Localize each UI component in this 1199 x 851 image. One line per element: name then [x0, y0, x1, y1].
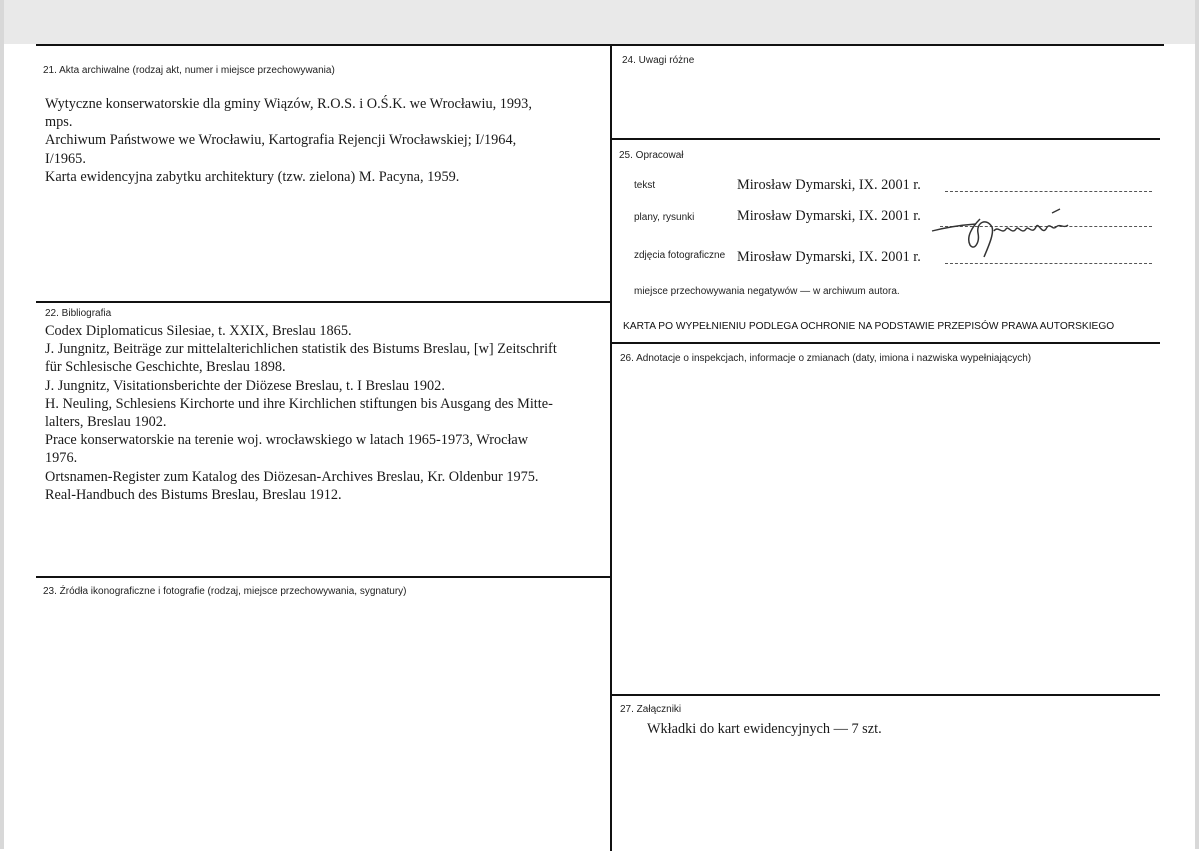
text-line: Karta ewidencyjna zabytku architektury (tzw. zielona) M. Pacyna, 1959. [45, 168, 460, 185]
bibliography-entry: 1976. [45, 450, 78, 467]
negatives-storage: miejsce przechowywania negatywów — w archiwum autora. [634, 286, 900, 297]
text-line: Archiwum Państwowe we Wrocławiu, Kartografia Rejencji Wrocławskiej; I/1964, [45, 132, 517, 149]
dotted-line [945, 191, 1152, 192]
bibliography-entry: Ortsnamen-Register zum Katalog des Diözesan-Archives Breslau, Kr. Oldenbur 1975. [45, 468, 539, 485]
copyright-notice: KARTA PO WYPEŁNIENIU PODLEGA OCHRONIE NA PODSTAWIE PRZEPISÓW PRAWA AUTORSKIEGO [623, 321, 1115, 332]
row-label-text: tekst [634, 180, 656, 191]
row-label-photos: zdjęcia fotograficzne [634, 250, 726, 261]
scan-right-edge [1195, 0, 1199, 849]
bibliography-entry: Codex Diplomaticus Silesiae, t. XXIX, Breslau 1865. [45, 323, 352, 339]
section-22-label: 22. Bibliografia [45, 308, 112, 319]
bibliography-entry: Prace konserwatorskie na terenie woj. wrocławskiego w latach 1965-1973, Wrocław [45, 432, 529, 449]
scan-left-edge [0, 0, 4, 849]
divider-24-25 [612, 138, 1160, 140]
top-border [36, 44, 1164, 46]
section-26-label: 26. Adnotacje o inspekcjach, informacje o zmianach (daty, imiona i nazwiska wypełniających) [620, 353, 1032, 364]
divider-21-22 [36, 301, 612, 303]
text-line: mps. [45, 114, 73, 131]
author-text: Mirosław Dymarski, IX. 2001 r. [737, 177, 921, 193]
text-line: Wytyczne konserwatorskie dla gminy Wiązów, R.O.S. i O.Ś.K. we Wrocławiu, 1993, [45, 96, 532, 112]
row-label-plans: plany, rysunki [634, 212, 695, 223]
bibliography-entry: für Schlesische Geschichte, Breslau 1898. [45, 359, 286, 376]
bibliography-entry: J. Jungnitz, Visitationsberichte der Diözese Breslau, t. I Breslau 1902. [45, 377, 445, 394]
divider-26-27 [612, 694, 1160, 696]
bibliography-entry: lalters, Breslau 1902. [45, 414, 167, 431]
divider-22-23 [36, 576, 612, 578]
section-21-label: 21. Akta archiwalne (rodzaj akt, numer i miejsce przechowywania) [43, 65, 335, 76]
handwritten-signature [928, 205, 1076, 265]
bibliography-entry: J. Jungnitz, Beiträge zur mittelalterichlichen statistik des Bistums Breslau, [w] Zeitschrift [45, 341, 557, 358]
attachments-text: Wkładki do kart ewidencyjnych — 7 szt. [647, 721, 882, 737]
author-plans: Mirosław Dymarski, IX. 2001 r. [737, 208, 921, 224]
bibliography-entry: Real-Handbuch des Bistums Breslau, Breslau 1912. [45, 486, 342, 503]
section-23-label: 23. Źródła ikonograficzne i fotografie (rodzaj, miejsce przechowywania, sygnatury) [43, 586, 407, 597]
scan-top-margin [0, 0, 1199, 44]
author-photos: Mirosław Dymarski, IX. 2001 r. [737, 249, 921, 265]
bibliography-entry: H. Neuling, Schlesiens Kirchorte und ihre Kirchlichen stiftungen bis Ausgang des Mitte- [45, 395, 553, 412]
section-21-body [45, 95, 532, 186]
section-22-body [45, 322, 557, 504]
center-divider [610, 44, 612, 851]
divider-25-26 [612, 342, 1160, 344]
section-24-label: 24. Uwagi różne [622, 55, 695, 66]
section-27-label: 27. Załączniki [620, 704, 682, 715]
text-line: I/1965. [45, 150, 86, 167]
section-25-label: 25. Opracował [619, 150, 684, 161]
